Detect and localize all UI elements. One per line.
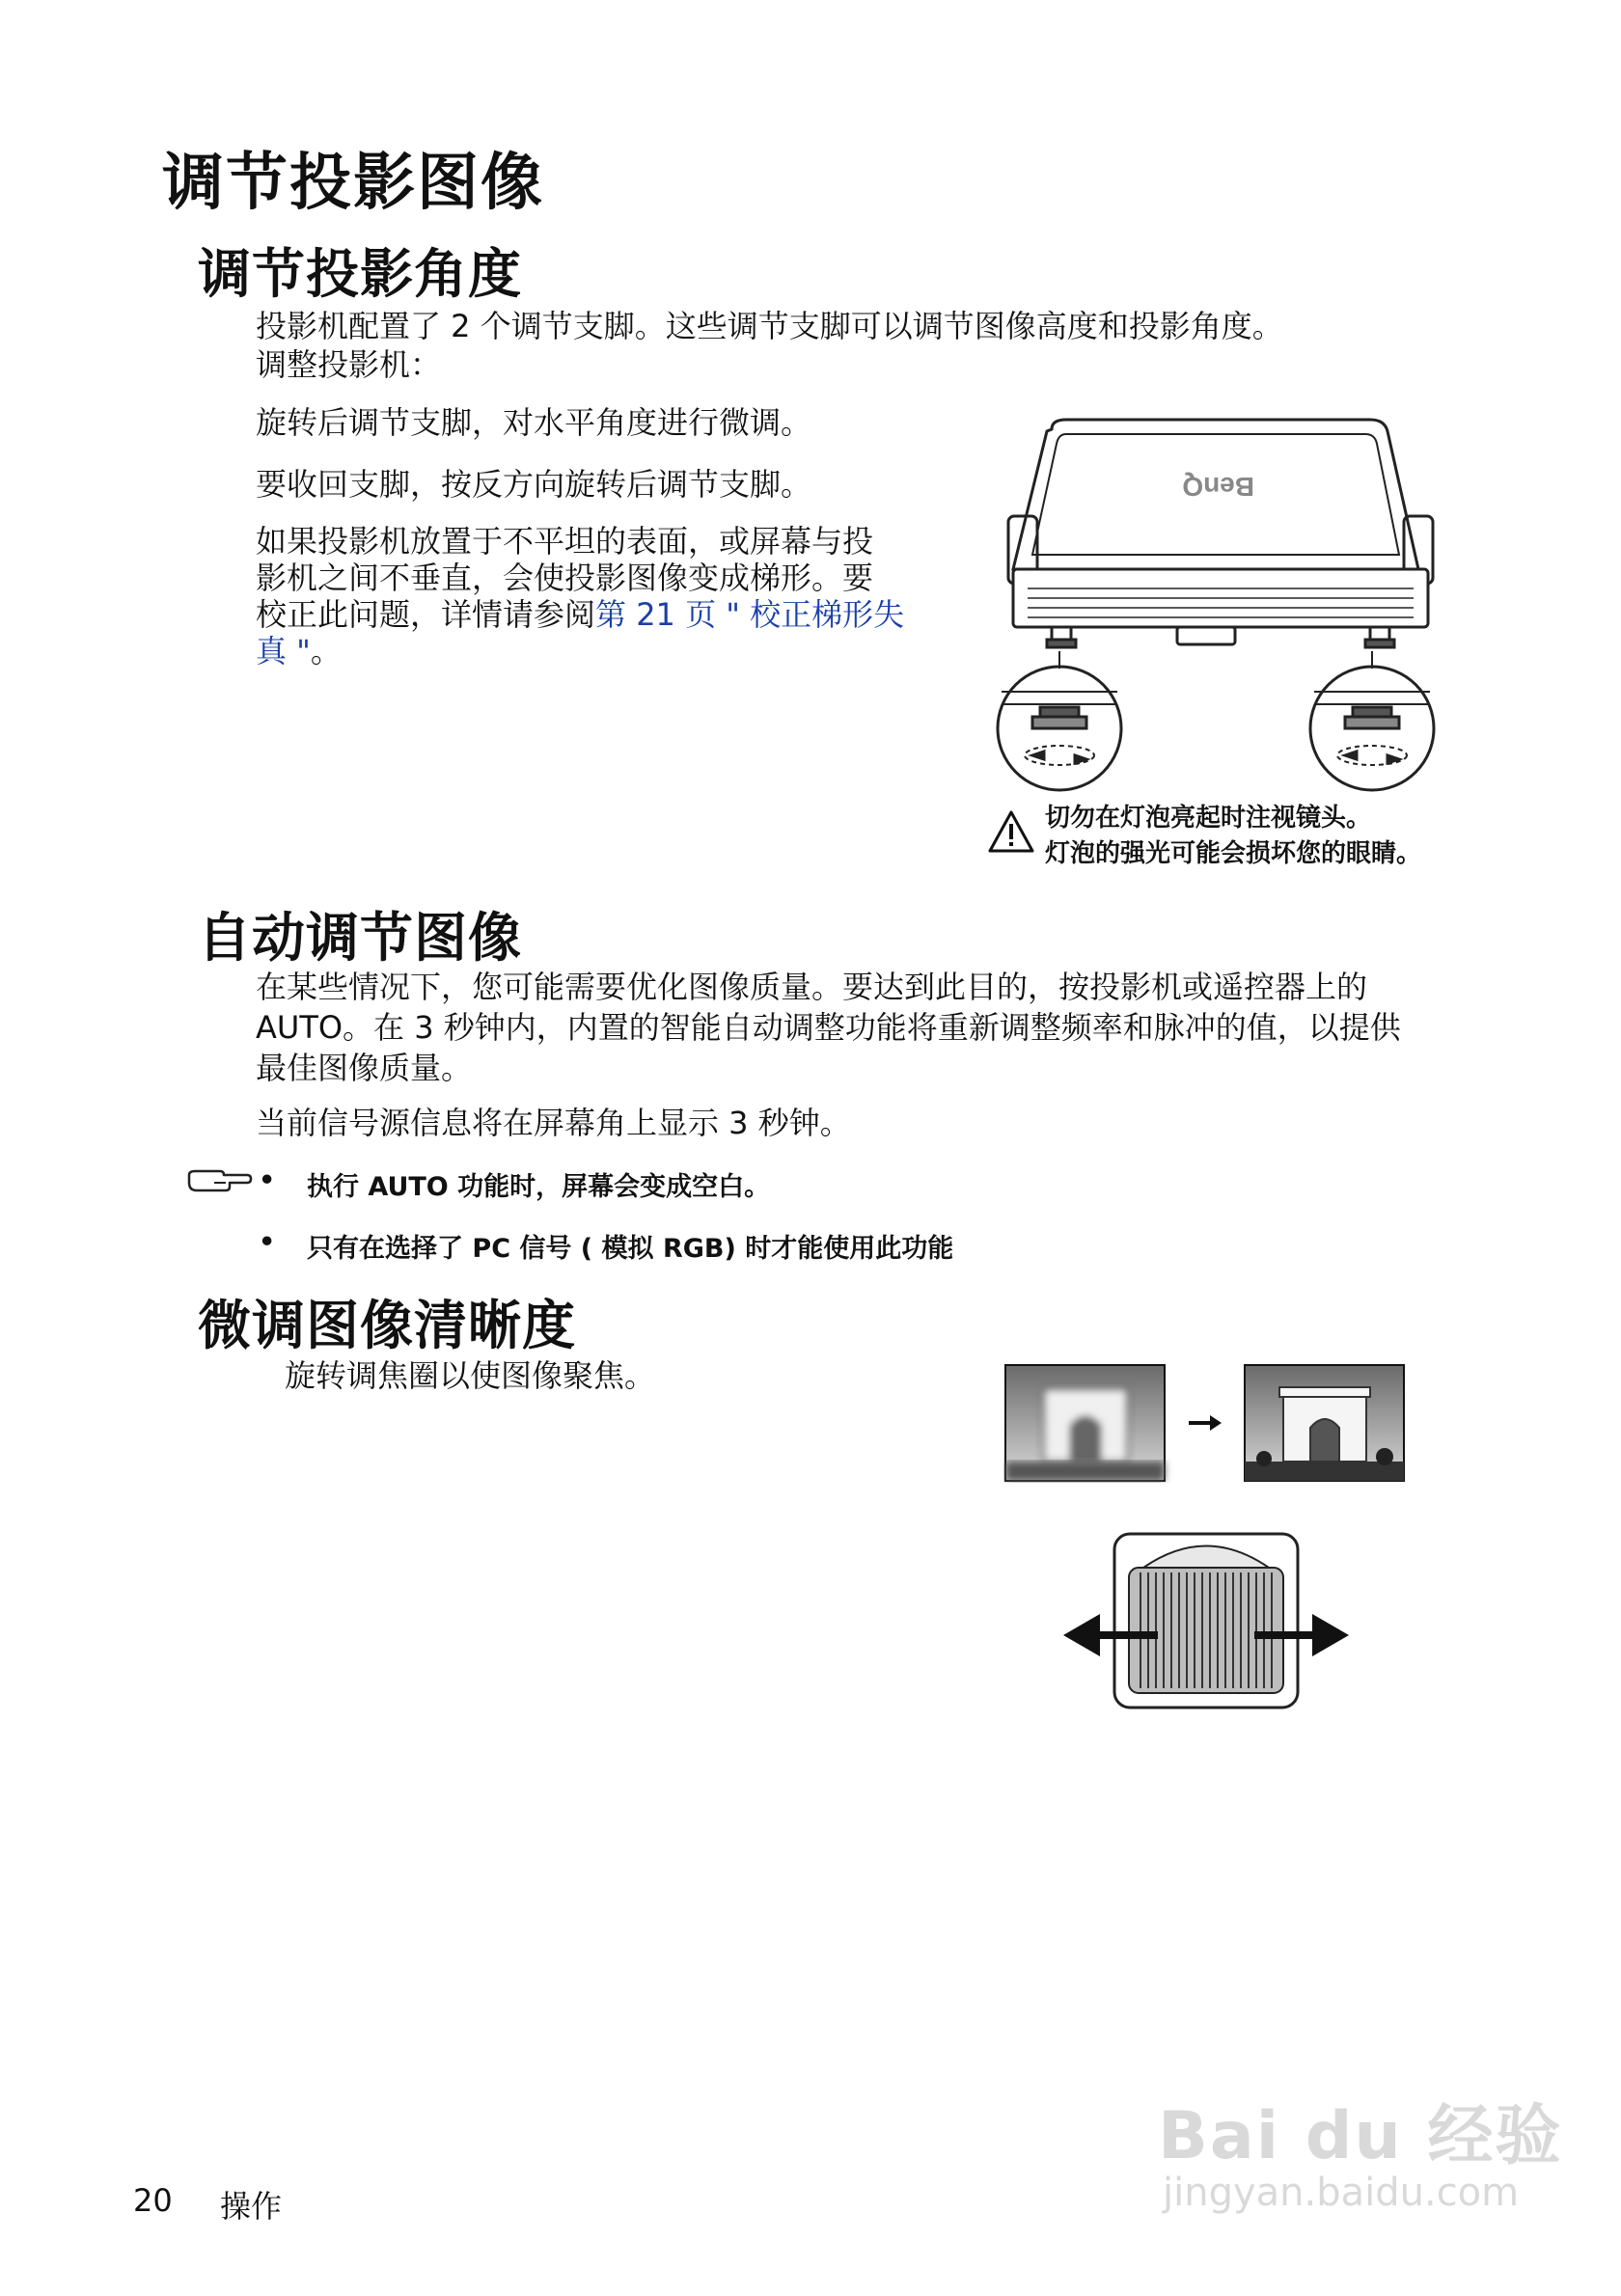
- focus-paragraph: 旋转调焦圈以使图像聚焦。: [285, 1357, 656, 1394]
- auto-line-2: AUTO。在 3 秒钟内，内置的智能自动调整功能将重新调整频率和脉冲的值，以提供: [256, 1009, 1401, 1046]
- chapter-label: 操作: [220, 2188, 283, 2225]
- right-foot-zoom: [1310, 651, 1434, 790]
- focus-comparison-illustration: [1003, 1360, 1409, 1486]
- step-3-line-4: [256, 633, 904, 670]
- projector-logo: BenQ: [1182, 472, 1254, 502]
- intro-line-1: 投影机配置了 2 个调节支脚。这些调节支脚可以调节图像高度和投影角度。: [256, 308, 1283, 344]
- watermark-url: jingyan.baidu.com: [1163, 2171, 1520, 2215]
- warning-icon: [986, 808, 1036, 855]
- step-1-text: 旋转后调节支脚，对水平角度进行微调。: [256, 404, 812, 441]
- page-number: 20: [133, 2182, 173, 2219]
- step-3-paragraph: [256, 523, 904, 670]
- note-bullet-2: •: [259, 1227, 276, 1257]
- arrow-right-icon: [1210, 1415, 1222, 1431]
- section-heading-focus: 微调图像清晰度: [198, 1295, 577, 1356]
- note-item-2: 只有在选择了 PC 信号 ( 模拟 RGB) 时才能使用此功能: [307, 1234, 954, 1264]
- step-3-end: 。: [310, 633, 342, 670]
- auto-line-3: 最佳图像质量。: [256, 1050, 473, 1086]
- step-2-text: 要收回支脚，按反方向旋转后调节支脚。: [256, 466, 812, 503]
- arrow-left-icon: [1063, 1614, 1100, 1656]
- focus-ring-illustration: [1061, 1529, 1351, 1712]
- step-3-line-3-text: 校正此问题，详情请参阅: [256, 596, 596, 633]
- keystone-link-cont[interactable]: 真 ": [256, 633, 311, 670]
- auto-paragraph: [256, 967, 1401, 1088]
- auto-line-1: 在某些情况下，您可能需要优化图像质量。要达到此目的，按投影机或遥控器上的: [256, 969, 1368, 1005]
- arrow-right-ring-icon: [1312, 1614, 1349, 1656]
- note-hand-icon: [185, 1165, 253, 1196]
- keystone-link[interactable]: 第 21 页 " 校正梯形失: [595, 596, 905, 633]
- watermark-brand: Bai du 经验: [1158, 2098, 1563, 2174]
- page-title: 调节投影图像: [162, 148, 544, 219]
- warning-line-1: 切勿在灯泡亮起时注视镜头。: [1045, 804, 1372, 833]
- warning-line-2: 灯泡的强光可能会损坏您的眼睛。: [1045, 839, 1422, 868]
- note-item-1: 执行 AUTO 功能时，屏幕会变成空白。: [307, 1172, 771, 1202]
- left-foot-zoom: [998, 651, 1121, 790]
- intro-line-2: 调整投影机：: [256, 346, 442, 383]
- section-heading-angle: 调节投影角度: [198, 243, 523, 305]
- projector-illustration: [994, 410, 1447, 825]
- step-3-line-1: 如果投影机放置于不平坦的表面，或屏幕与投: [256, 523, 874, 560]
- step-3-line-2: 影机之间不垂直，会使投影图像变成梯形。要: [256, 560, 874, 596]
- warning-text: [1045, 801, 1421, 872]
- section-heading-auto: 自动调节图像: [198, 907, 523, 969]
- note-bullet-1: •: [259, 1165, 276, 1195]
- auto-paragraph-2: 当前信号源信息将在屏幕角上显示 3 秒钟。: [256, 1105, 851, 1141]
- step-3-line-3: [256, 596, 904, 633]
